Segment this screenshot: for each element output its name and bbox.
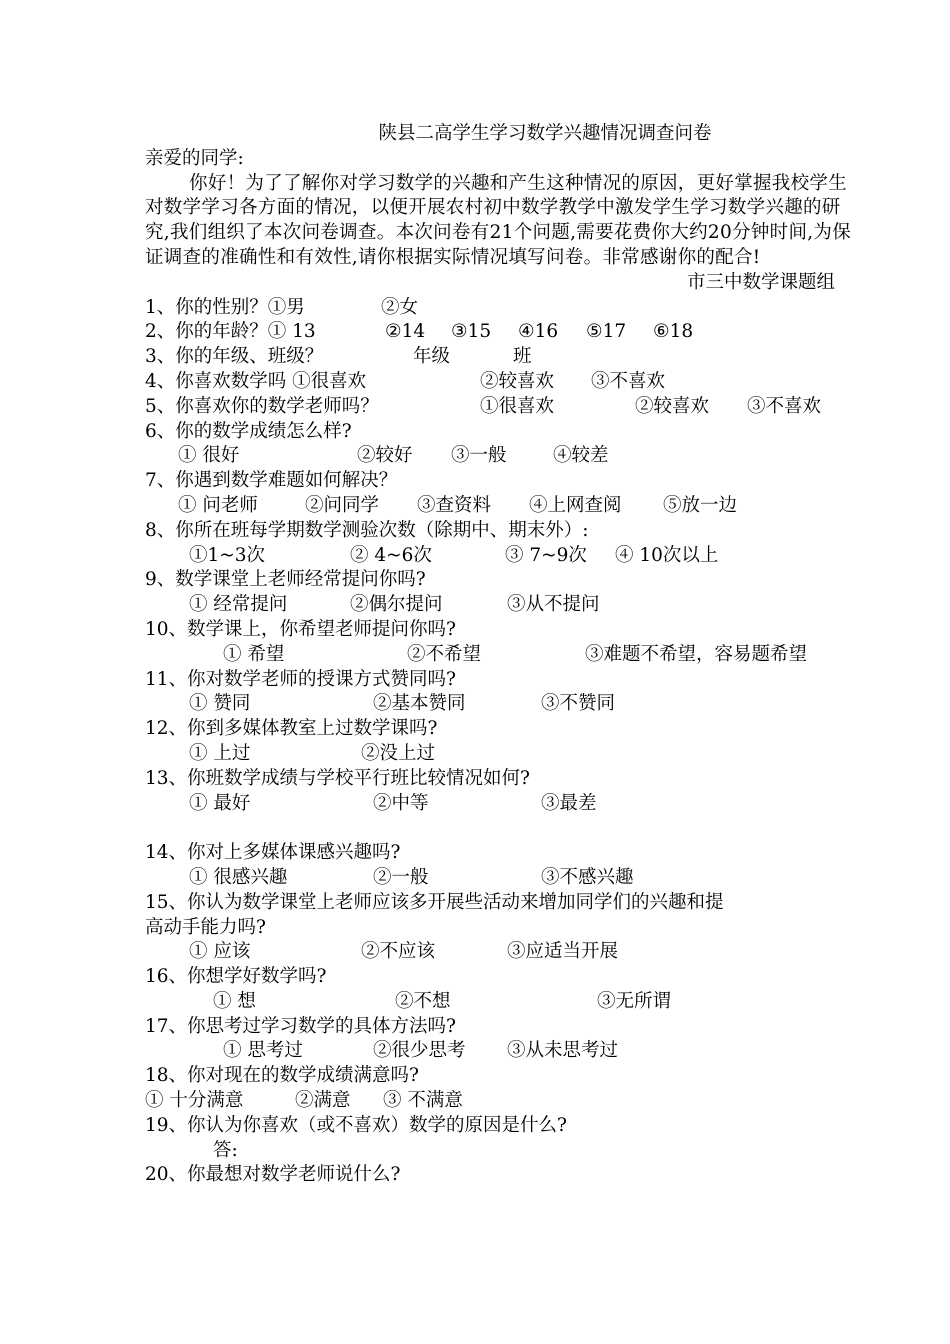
question-7-option-1: ① 问老师 [178,494,258,516]
question-13-option-1: ① 最好 [189,792,251,814]
question-17-option-2: ②很少思考 [373,1040,466,1062]
question-5-option-1: ①很喜欢 [480,395,555,417]
page-title: 陕县二高学生学习数学兴趣情况调查问卷 [378,123,712,144]
question-15-options [145,940,855,965]
question-10-option-3: ③难题不希望，容易题希望 [585,643,808,665]
question-15-continued [145,916,855,941]
question-15 [145,891,855,916]
question-9-option-3: ③从不提问 [507,594,600,616]
question-6 [145,420,855,445]
question-4-text: 4、你喜欢数学吗 ①很喜欢 [145,370,367,392]
question-15-text: 15、你认为数学课堂上老师应该多开展些活动来增加同学们的兴趣和提 [145,891,724,913]
question-14-option-1: ① 很感兴趣 [189,866,288,888]
question-10-text: 10、数学课上，你希望老师提问你吗? [145,618,456,640]
signature: 市三中数学课题组 [686,271,835,293]
question-5-option-2: ②较喜欢 [635,395,710,417]
question-6-options [145,444,855,469]
question-7-option-2: ②问同学 [305,494,380,516]
question-11-option-3: ③不赞同 [541,693,616,715]
question-18-options [145,1089,855,1114]
question-3-grade-label: 年级 [413,346,451,368]
question-12-option-2: ②没上过 [361,742,436,764]
question-8-option-1: ①1~3次 [189,544,266,566]
question-8-text: 8、你所在班每学期数学测验次数（除期中、期末外）: [145,519,589,541]
question-4-option-3: ③不喜欢 [591,370,666,392]
question-17-text: 17、你思考过学习数学的具体方法吗? [145,1015,456,1037]
question-9-text: 9、数学课堂上老师经常提问你吗? [145,569,426,591]
question-18-option-1: ① 十分满意 [145,1090,244,1112]
question-7 [145,469,855,494]
question-3-class-label: 班 [513,346,532,368]
question-10 [145,618,855,643]
question-19 [145,1114,855,1139]
question-7-text: 7、你遇到数学难题如何解决？ [145,470,398,492]
question-17 [145,1015,855,1040]
question-7-option-3: ③查资料 [417,494,492,516]
question-16-option-3: ③无所谓 [597,990,672,1012]
intro-paragraph [145,172,855,271]
question-5-option-3: ③不喜欢 [747,395,822,417]
question-1 [145,296,855,321]
question-3-text: 3、你的年级、班级？ [145,346,324,368]
question-19-answer-label: 答: [213,1139,238,1161]
question-14-text: 14、你对上多媒体课感兴趣吗? [145,842,401,864]
question-5-text: 5、你喜欢你的数学老师吗？ [145,395,379,417]
question-15-option-3: ③应适当开展 [507,941,619,963]
question-11-option-2: ②基本赞同 [373,693,466,715]
question-13-option-2: ②中等 [373,792,429,814]
question-9 [145,568,855,593]
question-5 [145,395,855,420]
question-1-option-2: ②女 [381,296,419,318]
question-1-text: 1、你的性别？①男 [145,296,305,318]
question-11-option-1: ① 赞同 [189,693,251,715]
question-8-options [145,544,855,569]
question-16 [145,965,855,990]
question-14 [145,841,855,866]
question-13-options [145,792,855,817]
question-6-option-3: ③一般 [451,445,507,467]
question-20-text: 20、你最想对数学老师说什么? [145,1164,401,1186]
question-2-option-6: ⑥18 [653,321,694,343]
question-11-text: 11、你对数学老师的授课方式赞同吗? [145,668,456,690]
question-17-options [145,1039,855,1064]
question-18-option-2: ②满意 [295,1090,351,1112]
question-9-option-2: ②偶尔提问 [350,594,443,616]
question-19-answer [145,1139,855,1164]
question-12 [145,717,855,742]
question-11-options [145,692,855,717]
intro-text: 你好！为了了解你对学习数学的兴趣和产生这种情况的原因，更好掌握我校学生对数学学习各方面的情况，以便开展农村初中数学教学中激发学生学习数学兴趣的研究,我们组织了本次问卷调查。本次问卷有21个问题,需要花费你大约20分钟时间,为保证调查的准确性和有效性,请你根据实际情况填写问卷。非常感谢你的配合! [145,172,852,268]
question-6-option-1: ① 很好 [178,445,240,467]
question-15-option-1: ① 应该 [189,941,251,963]
question-20 [145,1163,855,1188]
question-16-options [145,990,855,1015]
question-10-options [145,643,855,668]
question-17-option-1: ① 思考过 [223,1040,303,1062]
question-2-option-3: ③15 [451,321,492,343]
question-6-option-2: ②较好 [357,445,413,467]
question-4-option-2: ②较喜欢 [480,370,555,392]
question-15-option-2: ②不应该 [361,941,436,963]
question-14-options [145,866,855,891]
greeting: 亲爱的同学: [145,147,244,169]
question-10-option-2: ②不希望 [407,643,482,665]
question-13-text: 13、你班数学成绩与学校平行班比较情况如何? [145,767,530,789]
question-7-options [145,494,855,519]
question-7-option-5: ⑤放一边 [663,494,738,516]
question-2-text: 2、你的年龄？① 13 [145,321,316,343]
questionnaire-page [145,122,855,1188]
question-8-option-3: ③ 7~9次 [505,544,587,566]
question-6-option-4: ④较差 [553,445,609,467]
question-9-option-1: ① 经常提问 [189,594,288,616]
question-13-option-3: ③最差 [541,792,597,814]
question-18-option-3: ③ 不满意 [383,1090,463,1112]
question-16-option-2: ②不想 [395,990,451,1012]
question-12-options [145,742,855,767]
question-11 [145,668,855,693]
question-16-text: 16、你想学好数学吗? [145,966,327,988]
question-8-option-2: ② 4~6次 [350,544,432,566]
question-12-option-1: ① 上过 [189,742,251,764]
blank-line [145,816,855,841]
question-10-option-1: ① 希望 [223,643,285,665]
question-2-option-2: ②14 [385,321,426,343]
question-2 [145,320,855,345]
question-3 [145,345,855,370]
question-8 [145,519,855,544]
question-13 [145,767,855,792]
question-9-options [145,593,855,618]
question-12-text: 12、你到多媒体教室上过数学课吗? [145,718,438,740]
question-6-text: 6、你的数学成绩怎么样? [145,420,352,442]
question-15-text-2: 高动手能力吗? [145,916,266,938]
question-17-option-3: ③从未思考过 [507,1040,619,1062]
question-14-option-3: ③不感兴趣 [541,866,634,888]
question-18 [145,1064,855,1089]
question-4 [145,370,855,395]
question-2-option-4: ④16 [518,321,559,343]
question-19-text: 19、你认为你喜欢（或不喜欢）数学的原因是什么? [145,1114,567,1136]
question-18-text: 18、你对现在的数学成绩满意吗? [145,1065,419,1087]
question-14-option-2: ②一般 [373,866,429,888]
question-16-option-1: ① 想 [213,990,256,1012]
question-7-option-4: ④上网查阅 [529,494,622,516]
question-8-option-4: ④ 10次以上 [615,544,719,566]
question-2-option-5: ⑤17 [586,321,627,343]
